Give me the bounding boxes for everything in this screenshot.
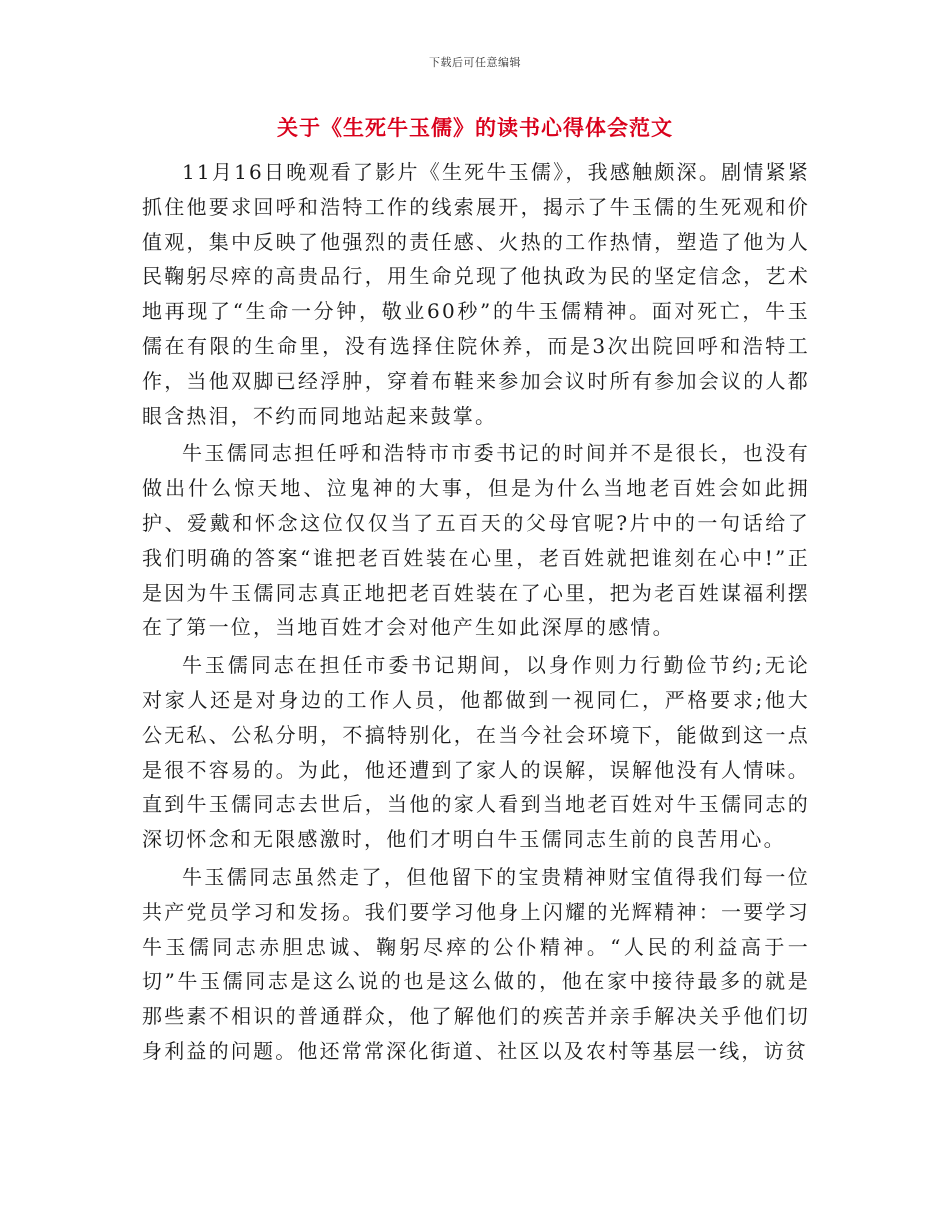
paragraph: 牛玉儒同志在担任市委书记期间，以身作则力行勤俭节约;无论对家人还是对身边的工作人员，他都做到一视同仁，严格要求;他大公无私、公私分明，不搞特别化，在当今社会环境下，能做到这一点是很不容易的。为此，他还遭到了家人的误解，误解他没有人情味。直到牛玉儒同志去世后，当他的家人看到当地老百姓对牛玉儒同志的深切怀念和无限感激时，他们才明白牛玉儒同志生前的良苦用心。 [142, 653, 810, 852]
document-title: 关于《生死牛玉儒》的读书心得体会范文 [277, 116, 673, 140]
document-body [142, 155, 810, 1072]
paragraph: 牛玉儒同志担任呼和浩特市市委书记的时间并不是很长，也没有做出什么惊天地、泣鬼神的大事，但是为什么当地老百姓会如此拥护、爱戴和怀念这位仅仅当了五百天的父母官呢?片中的一句话给了我们明确的答案“谁把老百姓装在心里，老百姓就把谁刻在心中!”正是因为牛玉儒同志真正地把老百姓装在了心里，把为老百姓谋福利摆在了第一位，当地百姓才会对他产生如此深厚的感情。 [142, 441, 810, 640]
header-note: 下载后可任意编辑 [429, 56, 521, 69]
paragraph: 牛玉儒同志虽然走了，但他留下的宝贵精神财宝值得我们每一位共产党员学习和发扬。我们要学习他身上闪耀的光辉精神：一要学习牛玉儒同志赤胆忠诚、鞠躬尽瘁的公仆精神。“人民的利益高于一切”牛玉儒同志是这么说的也是这么做的，他在家中接待最多的就是那些素不相识的普通群众，他了解他们的疾苦并亲手解决关乎他们切身利益的问题。他还常常深化街道、社区以及农村等基层一线，访贫 [142, 864, 810, 1063]
paragraph: 11月16日晚观看了影片《生死牛玉儒》，我感触颇深。剧情紧紧抓住他要求回呼和浩特工作的线索展开，揭示了牛玉儒的生死观和价值观，集中反映了他强烈的责任感、火热的工作热情，塑造了他为人民鞠躬尽瘁的高贵品行，用生命兑现了他执政为民的坚定信念，艺术地再现了“生命一分钟，敬业60秒”的牛玉儒精神。面对死亡，牛玉儒在有限的生命里，没有选择住院休养，而是3次出院回呼和浩特工作，当他双脚已经浮肿，穿着布鞋来参加会议时所有参加会议的人都眼含热泪，不约而同地站起来鼓掌。 [142, 160, 810, 428]
